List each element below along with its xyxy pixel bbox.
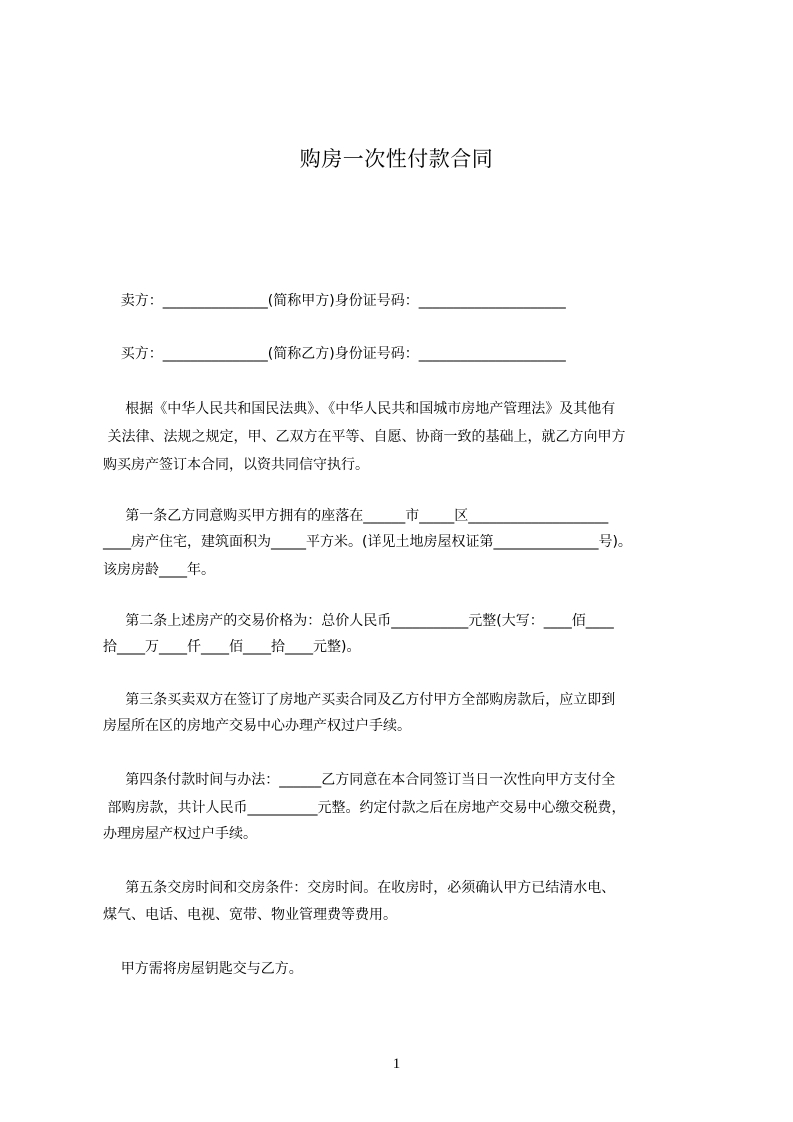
page-number: 1 [392, 1056, 401, 1072]
article1-line-3: 该房房龄____年。 [103, 562, 215, 578]
intro-line-2: 关法律、法规之规定，甲、乙双方在平等、自愿、协商一致的基础上，就乙方向甲方 [103, 429, 626, 445]
document-title: 购房一次性付款合同 [299, 147, 494, 171]
intro-line-1: 根据《中华人民共和国民法典》、《中华人民共和国城市房地产管理法》及其他有 [103, 401, 616, 417]
article5-line-2: 煤气、电话、电视、宽带、物业管理费等费用。 [103, 907, 397, 923]
closing-line: 甲方需将房屋钥匙交与乙方。 [103, 961, 303, 977]
seller-line: 卖方：_______________(简称甲方)身份证号码：_____________________ [103, 293, 566, 309]
article2-line-1: 第二条上述房产的交易价格为：总价人民币___________元整(大写：____佰____ [103, 613, 614, 629]
article1-line-2: ____房产住宅，建筑面积为_____平方米。(详见土地房屋权证第_______________号)。 [103, 534, 632, 550]
article5-line-1: 第五条交房时间和交房条件：交房时间。在收房时，必须确认甲方已结清水电、 [103, 880, 616, 896]
article2-line-2: 拾____万____仟____佰____拾____元整)。 [103, 639, 361, 655]
article4-line-3: 办理房屋产权过户手续。 [103, 826, 257, 842]
article4-line-2: 部购房款，共计人民币__________元整。约定付款之后在房地产交易中心缴交税费， [103, 800, 626, 816]
article3-line-2: 房屋所在区的房地产交易中心办理产权过户手续。 [103, 718, 411, 734]
intro-line-3: 购买房产签订本合同，以资共同信守执行。 [103, 457, 369, 473]
buyer-line: 买方：_______________(简称乙方)身份证号码：_____________________ [103, 346, 566, 362]
article4-line-1: 第四条付款时间与办法：______乙方同意在本合同签订当日一次性向甲方支付全 [103, 772, 616, 788]
article3-line-1: 第三条买卖双方在签订了房地产买卖合同及乙方付甲方全部购房款后，应立即到 [103, 692, 616, 708]
article1-line-1: 第一条乙方同意购买甲方拥有的座落在______市_____区____________________ [103, 508, 609, 524]
